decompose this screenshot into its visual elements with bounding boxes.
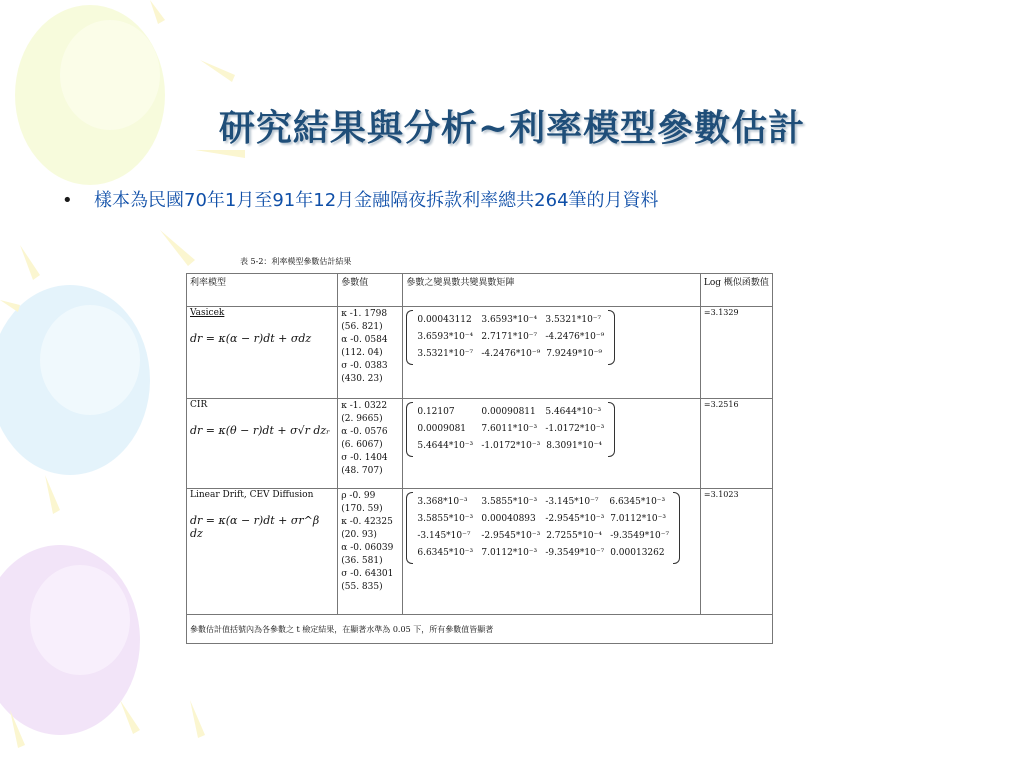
param-value: κ -1. 1798 — [341, 309, 388, 319]
matrix-entry: 6.6345*10⁻³ — [609, 497, 666, 507]
model-name: CIR — [190, 400, 208, 410]
header-params: 參數值 — [338, 274, 403, 307]
param-value: (430. 23) — [341, 374, 383, 384]
left-bracket — [406, 310, 413, 365]
param-value: α -0. 06039 — [341, 543, 394, 553]
matrix-entry: 5.4644*10⁻³ — [417, 441, 474, 451]
matrix-entry: -3.145*10⁻⁷ — [417, 531, 471, 541]
param-value: (20. 93) — [341, 530, 377, 540]
matrix-entry: 0.12107 — [417, 407, 455, 417]
matrix-entry: 8.3091*10⁻⁴ — [546, 441, 603, 451]
left-bracket — [406, 402, 413, 457]
param-value: κ -0. 42325 — [341, 517, 393, 527]
header-model: 利率模型 — [187, 274, 338, 307]
param-value: κ -1. 0322 — [341, 401, 388, 411]
loglik-cell: =3.1329 — [700, 307, 772, 399]
model-name: Linear Drift, CEV Diffusion — [190, 490, 314, 500]
matrix-entry: 0.00090811 — [481, 407, 536, 417]
left-bracket — [406, 492, 413, 564]
loglik-cell: =3.1023 — [700, 489, 772, 615]
param-value: (112. 04) — [341, 348, 383, 358]
matrix-entry: -9.3549*10⁻⁷ — [610, 531, 670, 541]
header-loglik: Log 概似函數值 — [700, 274, 772, 307]
matrix-entry: -9.3549*10⁻⁷ — [545, 548, 605, 558]
param-value: (36. 581) — [341, 556, 383, 566]
param-value: σ -0. 1404 — [341, 453, 388, 463]
matrix-entry: 0.0009081 — [417, 424, 467, 434]
model-cell — [187, 399, 338, 489]
param-value: (6. 6067) — [341, 440, 383, 450]
model-formula: dr = κ(α − r)dt + σdz — [190, 332, 312, 345]
covariance-matrix — [406, 492, 697, 564]
param-value: (48. 707) — [341, 466, 383, 476]
matrix-cell — [403, 307, 701, 399]
right-bracket — [673, 492, 680, 564]
param-value: σ -0. 0383 — [341, 361, 388, 371]
param-value: (55. 835) — [341, 582, 383, 592]
param-value: α -0. 0576 — [341, 427, 388, 437]
matrix-entry: -2.9545*10⁻³ — [481, 531, 541, 541]
slide-title: 研究結果與分析~利率模型參數估計 — [218, 107, 806, 149]
matrix-entry: 6.6345*10⁻³ — [417, 548, 474, 558]
table-row-cir — [187, 399, 773, 489]
matrix-entry: 3.6593*10⁻⁴ — [417, 332, 474, 342]
matrix-entry: 0.00013262 — [610, 548, 665, 558]
matrix-entry: -4.2476*10⁻⁹ — [481, 349, 541, 359]
right-bracket — [608, 402, 615, 457]
param-value: α -0. 0584 — [341, 335, 388, 345]
matrix-entry: -3.145*10⁻⁷ — [545, 497, 599, 507]
bullet-item — [62, 186, 659, 212]
matrix-entry: 7.0112*10⁻³ — [610, 514, 667, 524]
matrix-entry: 3.5321*10⁻⁷ — [417, 349, 474, 359]
param-value: ρ -0. 99 — [341, 491, 376, 501]
table-row-cev — [187, 489, 773, 615]
header-matrix: 參數之變異數共變異數矩陣 — [403, 274, 701, 307]
loglik-cell: =3.2516 — [700, 399, 772, 489]
model-formula: dr = κ(θ − r)dt + σ√r dzᵣ — [190, 424, 330, 437]
param-value: σ -0. 64301 — [341, 569, 394, 579]
right-bracket — [608, 310, 615, 365]
table-header-row — [187, 274, 773, 307]
matrix-cell — [403, 399, 701, 489]
param-value: (170. 59) — [341, 504, 383, 514]
matrix-entry: 7.0112*10⁻³ — [481, 548, 538, 558]
table-caption: 表 5-2：利率模型參數估計結果 — [240, 257, 352, 266]
matrix-entry: 2.7255*10⁻⁴ — [546, 531, 603, 541]
params-cell — [338, 307, 403, 399]
covariance-matrix — [406, 310, 697, 365]
table-row-vasicek — [187, 307, 773, 399]
matrix-entry: 3.5855*10⁻³ — [417, 514, 474, 524]
matrix-entry: -2.9545*10⁻³ — [545, 514, 605, 524]
matrix-entry: 3.5855*10⁻³ — [481, 497, 538, 507]
covariance-matrix — [406, 402, 697, 457]
bullet-text: 樣本為民國70年1月至91年12月金融隔夜拆款利率總共264筆的月資料 — [94, 190, 659, 211]
model-cell — [187, 489, 338, 615]
bullet-dot: • — [62, 190, 73, 211]
param-value: (56. 821) — [341, 322, 383, 332]
matrix-entry: 7.6011*10⁻³ — [481, 424, 538, 434]
model-formula: dr = κ(α − r)dt + σr^β dz — [190, 514, 320, 540]
matrix-entry: 0.00040893 — [481, 514, 536, 524]
matrix-entry: -4.2476*10⁻⁹ — [545, 332, 605, 342]
matrix-entry: 3.5321*10⁻⁷ — [545, 315, 602, 325]
results-table — [186, 273, 773, 644]
matrix-entry: 3.6593*10⁻⁴ — [481, 315, 538, 325]
matrix-entry: -1.0172*10⁻³ — [545, 424, 605, 434]
matrix-cell — [403, 489, 701, 615]
matrix-entry: 0.00043112 — [417, 315, 472, 325]
params-cell — [338, 489, 403, 615]
matrix-entry: 3.368*10⁻³ — [417, 497, 468, 507]
table-note-row — [187, 615, 773, 644]
matrix-entry: 7.9249*10⁻⁹ — [546, 349, 603, 359]
matrix-entry: 5.4644*10⁻³ — [545, 407, 602, 417]
matrix-entry: -1.0172*10⁻³ — [481, 441, 541, 451]
table-note: 參數估計值括號內為各參數之 t 檢定結果，在顯著水準為 0.05 下，所有參數值皆顯著 — [187, 615, 773, 644]
model-cell — [187, 307, 338, 399]
matrix-entry: 2.7171*10⁻⁷ — [481, 332, 538, 342]
model-name: Vasicek — [190, 308, 225, 318]
param-value: (2. 9665) — [341, 414, 383, 424]
params-cell — [338, 399, 403, 489]
